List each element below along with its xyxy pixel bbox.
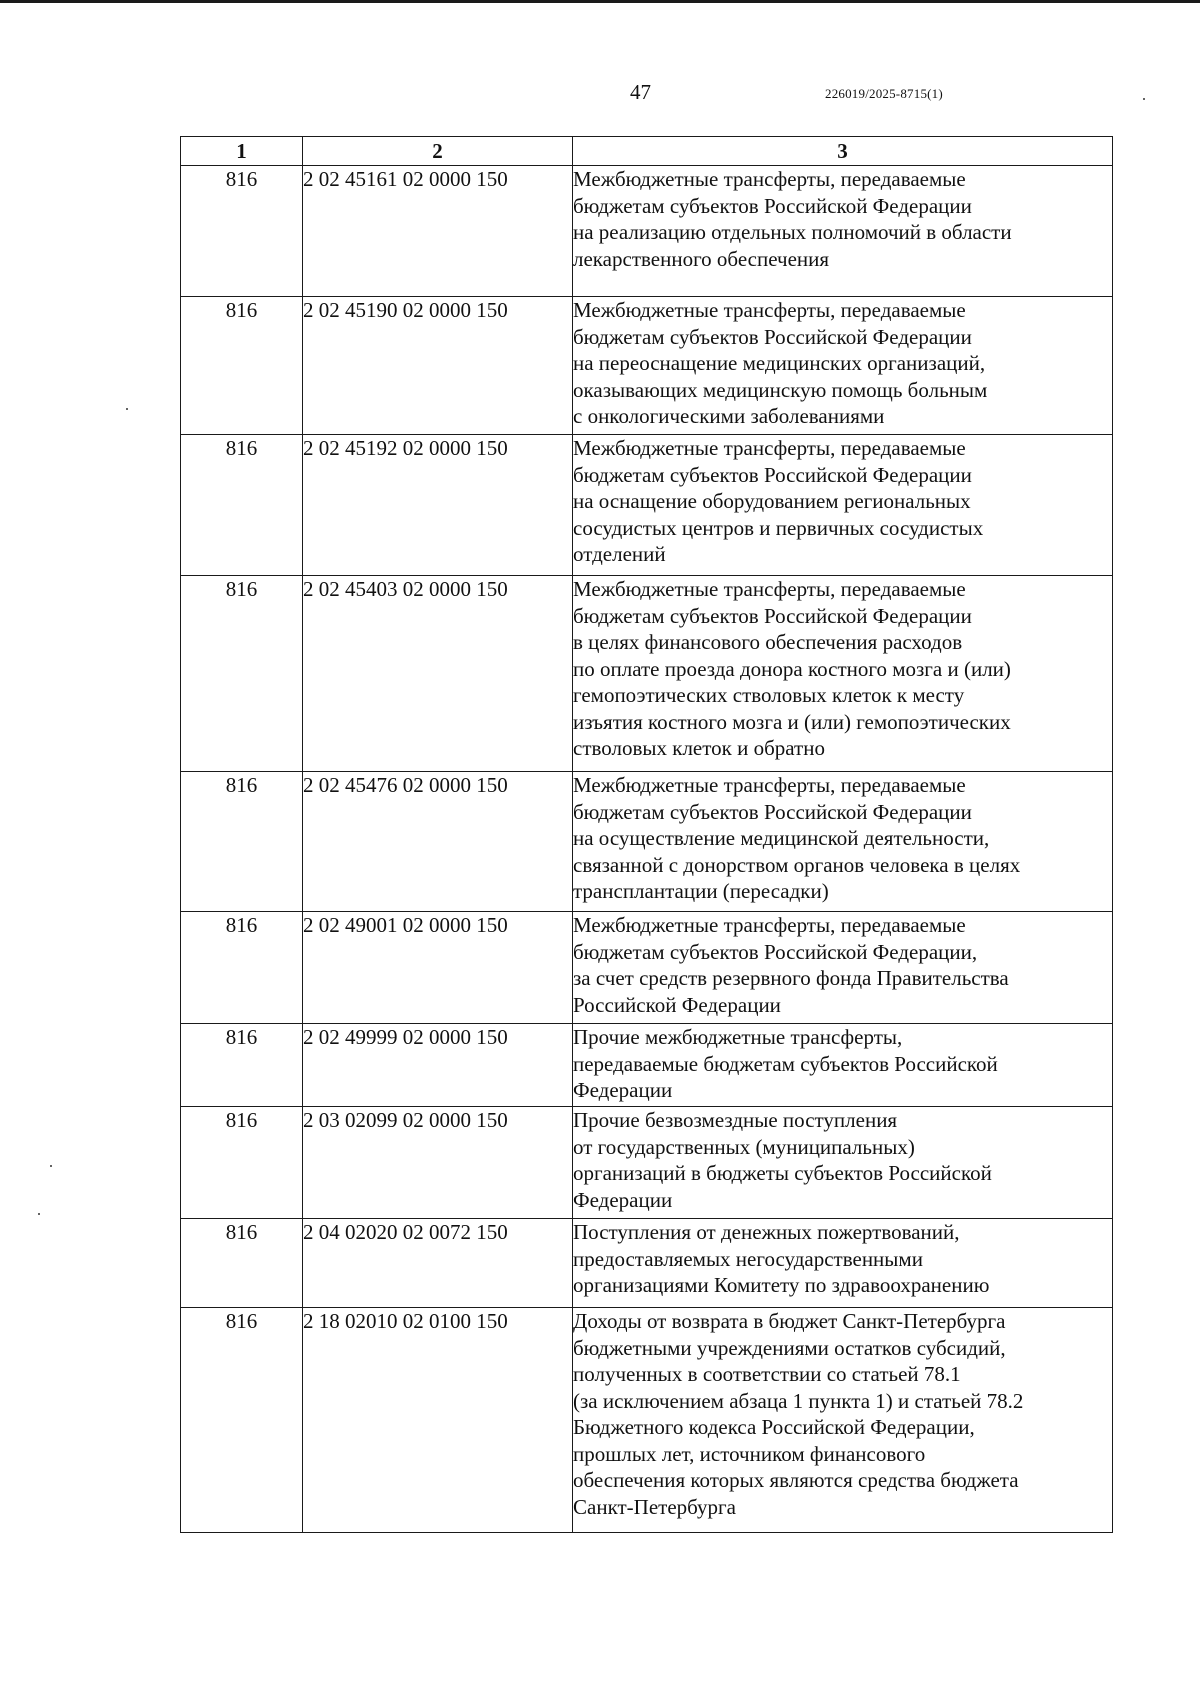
admin-code-cell: 816 [181,1024,303,1107]
scan-edge [0,0,1200,3]
table-row [181,576,1113,772]
description-line: бюджетными учреждениями остатков субсидий, [573,1335,1006,1360]
column-header-3: 3 [573,137,1113,166]
description-line: лекарственного обеспечения [573,246,830,271]
table-row [181,166,1113,297]
description-line: бюджетам субъектов Российской Федерации [573,193,972,218]
description-line: Поступления от денежных пожертвований, [573,1220,960,1244]
description-line: связанной с донорством органов человека в целях [573,852,1021,877]
description-cell [573,1107,1113,1219]
description-line: полученных в соответствии со статьей 78.1 [573,1362,961,1386]
description-line: гемопоэтических стволовых клеток к месту [573,683,965,707]
description-line: бюджетам субъектов Российской Федерации [573,799,972,824]
description-line: организаций в бюджеты субъектов Российской [573,1161,992,1185]
description-line: (за исключением абзаца 1 пункта 1) и статьей 78.2 [573,1388,1024,1413]
description-line: бюджетам субъектов Российской Федерации [573,324,972,349]
description-line: Прочие межбюджетные трансферты, [573,1025,903,1049]
revenue-code-cell: 2 02 49001 02 0000 150 [303,912,573,1024]
description-line: бюджетам субъектов Российской Федерации, [573,939,978,964]
description-line: от государственных (муниципальных) [573,1134,915,1159]
admin-code-cell: 816 [181,435,303,576]
page-number: 47 [630,80,651,104]
description-line: прошлых лет, источником финансового [573,1441,926,1466]
description-line: на реализацию отдельных полномочий в области [573,220,1012,244]
budget-codes-table [180,136,1113,1533]
description-line: Санкт-Петербурга [573,1494,736,1519]
admin-code-cell: 816 [181,912,303,1024]
description-cell [573,1308,1113,1533]
table-row [181,772,1113,912]
description-line: предоставляемых негосударственными [573,1246,923,1271]
revenue-code-cell: 2 02 45403 02 0000 150 [303,576,573,772]
revenue-code-cell: 2 02 49999 02 0000 150 [303,1024,573,1107]
description-line: стволовых клеток и обратно [573,736,825,760]
description-line: отделений [573,542,666,566]
description-cell [573,912,1113,1024]
description-line: передаваемые бюджетам субъектов Российской [573,1051,998,1076]
description-line: Межбюджетные трансферты, передаваемые [573,913,966,937]
description-line: по оплате проезда донора костного мозга и (или) [573,656,1011,681]
description-cell [573,1219,1113,1308]
admin-code-cell: 816 [181,1219,303,1308]
description-line: на оснащение оборудованием региональных [573,489,971,513]
description-line: Прочие безвозмездные поступления [573,1108,898,1132]
description-line: бюджетам субъектов Российской Федерации [573,462,972,487]
description-cell [573,772,1113,912]
description-line: Межбюджетные трансферты, передаваемые [573,577,966,601]
description-line: обеспечения которых являются средства бюджета [573,1468,1019,1492]
revenue-code-cell: 2 02 45190 02 0000 150 [303,297,573,435]
description-cell [573,576,1113,772]
scan-speck [126,408,128,410]
scan-speck [1143,98,1145,100]
description-line: оказывающих медицинскую помощь больным [573,377,988,402]
table-header-row [181,137,1113,166]
description-line: сосудистых центров и первичных сосудистых [573,515,984,540]
description-cell [573,1024,1113,1107]
table-row [181,912,1113,1024]
description-cell [573,166,1113,297]
description-line: на осуществление медицинской деятельности, [573,826,990,850]
description-line: Межбюджетные трансферты, передаваемые [573,298,966,322]
description-line: Межбюджетные трансферты, передаваемые [573,436,966,460]
description-line: в целях финансового обеспечения расходов [573,630,963,654]
admin-code-cell: 816 [181,576,303,772]
revenue-code-cell: 2 02 45192 02 0000 150 [303,435,573,576]
revenue-code-cell: 2 18 02010 02 0100 150 [303,1308,573,1533]
admin-code-cell: 816 [181,166,303,297]
revenue-code-cell: 2 02 45476 02 0000 150 [303,772,573,912]
column-header-2: 2 [303,137,573,166]
table-row [181,1107,1113,1219]
description-line: Доходы от возврата в бюджет Санкт-Петербурга [573,1309,1006,1333]
description-line: Межбюджетные трансферты, передаваемые [573,167,966,191]
description-line: трансплантации (пересадки) [573,879,829,903]
scan-speck [38,1213,40,1215]
column-header-1: 1 [181,137,303,166]
description-line: Российской Федерации [573,992,781,1017]
description-line: изъятия костного мозга и (или) гемопоэтических [573,709,1011,734]
table-row [181,297,1113,435]
description-line: с онкологическими заболеваниями [573,404,885,428]
document-id: 226019/2025-8715(1) [825,86,943,101]
admin-code-cell: 816 [181,1107,303,1219]
description-line: Межбюджетные трансферты, передаваемые [573,773,966,797]
description-line: бюджетам субъектов Российской Федерации [573,603,972,628]
scan-speck [50,1165,52,1167]
description-line: Федерации [573,1187,673,1212]
description-line: Федерации [573,1078,673,1102]
description-cell [573,435,1113,576]
revenue-code-cell: 2 02 45161 02 0000 150 [303,166,573,297]
admin-code-cell: 816 [181,1308,303,1533]
table-row [181,435,1113,576]
description-cell [573,297,1113,435]
admin-code-cell: 816 [181,772,303,912]
description-line: на переоснащение медицинских организаций, [573,351,986,375]
table-row [181,1219,1113,1308]
table-body [181,166,1113,1533]
description-line: организациями Комитету по здравоохранению [573,1273,990,1297]
table-row [181,1308,1113,1533]
table-row [181,1024,1113,1107]
revenue-code-cell: 2 04 02020 02 0072 150 [303,1219,573,1308]
description-line: за счет средств резервного фонда Правительства [573,966,1009,990]
revenue-code-cell: 2 03 02099 02 0000 150 [303,1107,573,1219]
admin-code-cell: 816 [181,297,303,435]
description-line: Бюджетного кодекса Российской Федерации, [573,1415,975,1439]
